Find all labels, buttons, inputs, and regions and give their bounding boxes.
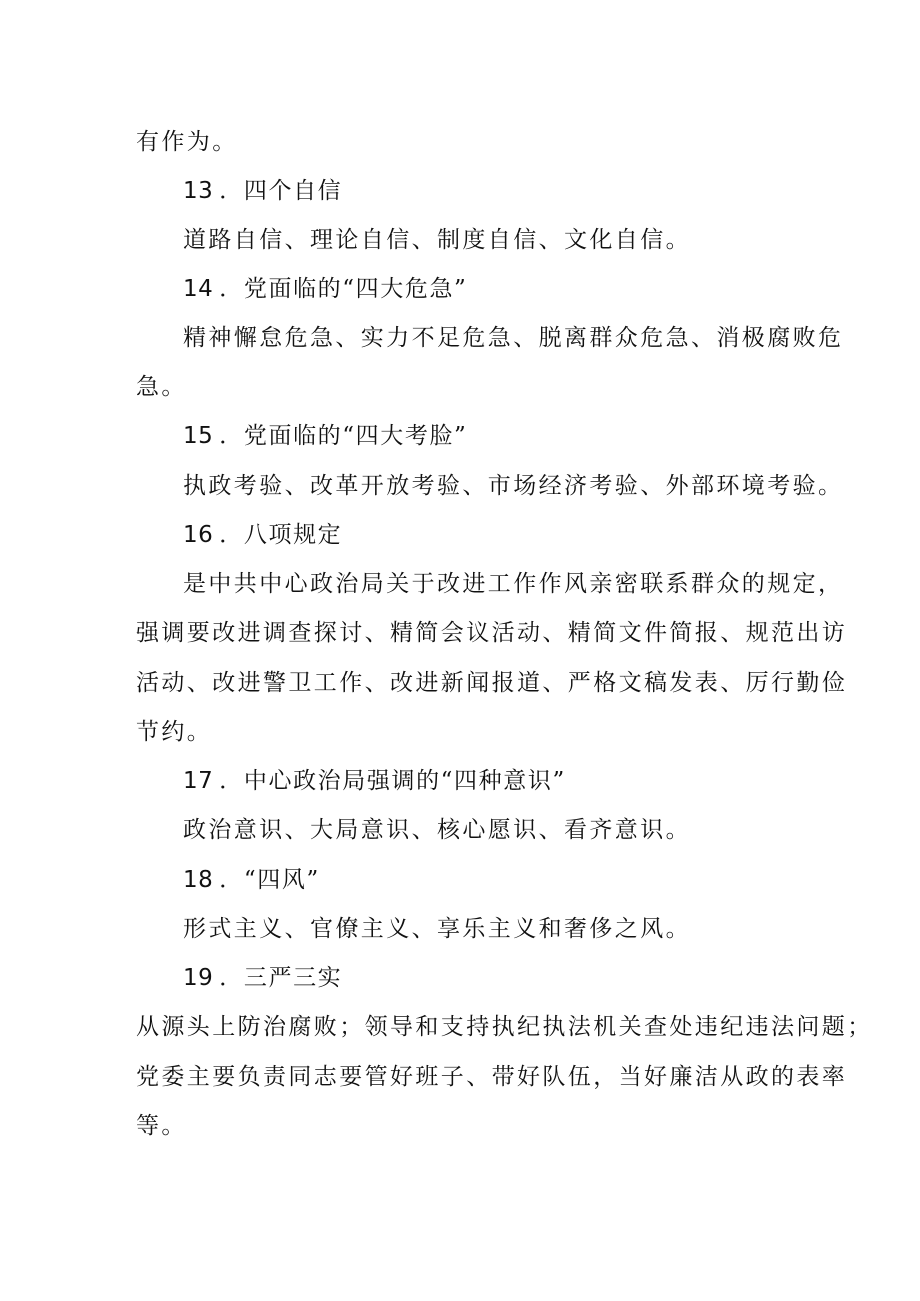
paragraph-line: 精神懈怠危急、实力不足危急、脱离群众危急、消极腐败危 xyxy=(183,325,844,351)
section-title: ．党面临的“四大考脸” xyxy=(219,423,468,449)
paragraph-line: 政治意识、大局意识、核心愿识、看齐意识。 xyxy=(183,817,691,843)
section-title: ．“四风” xyxy=(219,867,320,893)
section-number: 14 xyxy=(183,276,214,302)
paragraph-line: 有作为。 xyxy=(136,129,238,155)
section-heading-13 xyxy=(183,176,843,206)
section-heading-17 xyxy=(183,766,843,796)
section-heading-15 xyxy=(183,421,843,451)
section-heading-19 xyxy=(183,963,843,993)
paragraph-line: 党委主要负责同志要管好班子、带好队伍，当好廉洁从政的表率 xyxy=(136,1064,848,1090)
section-title: ．三严三实 xyxy=(219,965,343,991)
section-number: 17 xyxy=(183,768,214,794)
paragraph-line: 等。 xyxy=(136,1113,187,1139)
section-number: 16 xyxy=(183,522,214,548)
paragraph-line: 强调要改进调查探讨、精简会议活动、精简文件简报、规范出访 xyxy=(136,620,848,646)
section-heading-16 xyxy=(183,520,843,550)
paragraph-line: 执政考验、改革开放考验、市场经济考验、外部环境考验。 xyxy=(183,473,844,499)
section-number: 19 xyxy=(183,965,214,991)
section-title: ．中心政治局强调的“四种意识” xyxy=(219,768,566,794)
paragraph-line: 节约。 xyxy=(136,719,213,745)
paragraph-line: 道路自信、理论自信、制度自信、文化自信。 xyxy=(183,227,691,253)
paragraph-line: 形式主义、官僚主义、享乐主义和奢侈之风。 xyxy=(183,916,691,942)
section-number: 15 xyxy=(183,423,214,449)
section-number: 18 xyxy=(183,867,214,893)
section-number: 13 xyxy=(183,178,214,204)
section-heading-18 xyxy=(183,865,843,895)
section-title: ．党面临的“四大危急” xyxy=(219,276,468,302)
section-heading-14 xyxy=(183,274,843,304)
paragraph-line: 急。 xyxy=(136,374,187,400)
paragraph-line: 从源头上防治腐败；领导和支持执纪执法机关查处违纪违法问题； xyxy=(136,1014,873,1040)
paragraph-line: 活动、改进警卫工作、改进新闻报道、严格文稿发表、厉行勤俭 xyxy=(136,670,848,696)
section-title: ．八项规定 xyxy=(219,522,343,548)
paragraph-line: 是中共中心政治局关于改进工作作风亲密联系群众的规定， xyxy=(183,571,844,597)
section-title: ．四个自信 xyxy=(219,178,343,204)
